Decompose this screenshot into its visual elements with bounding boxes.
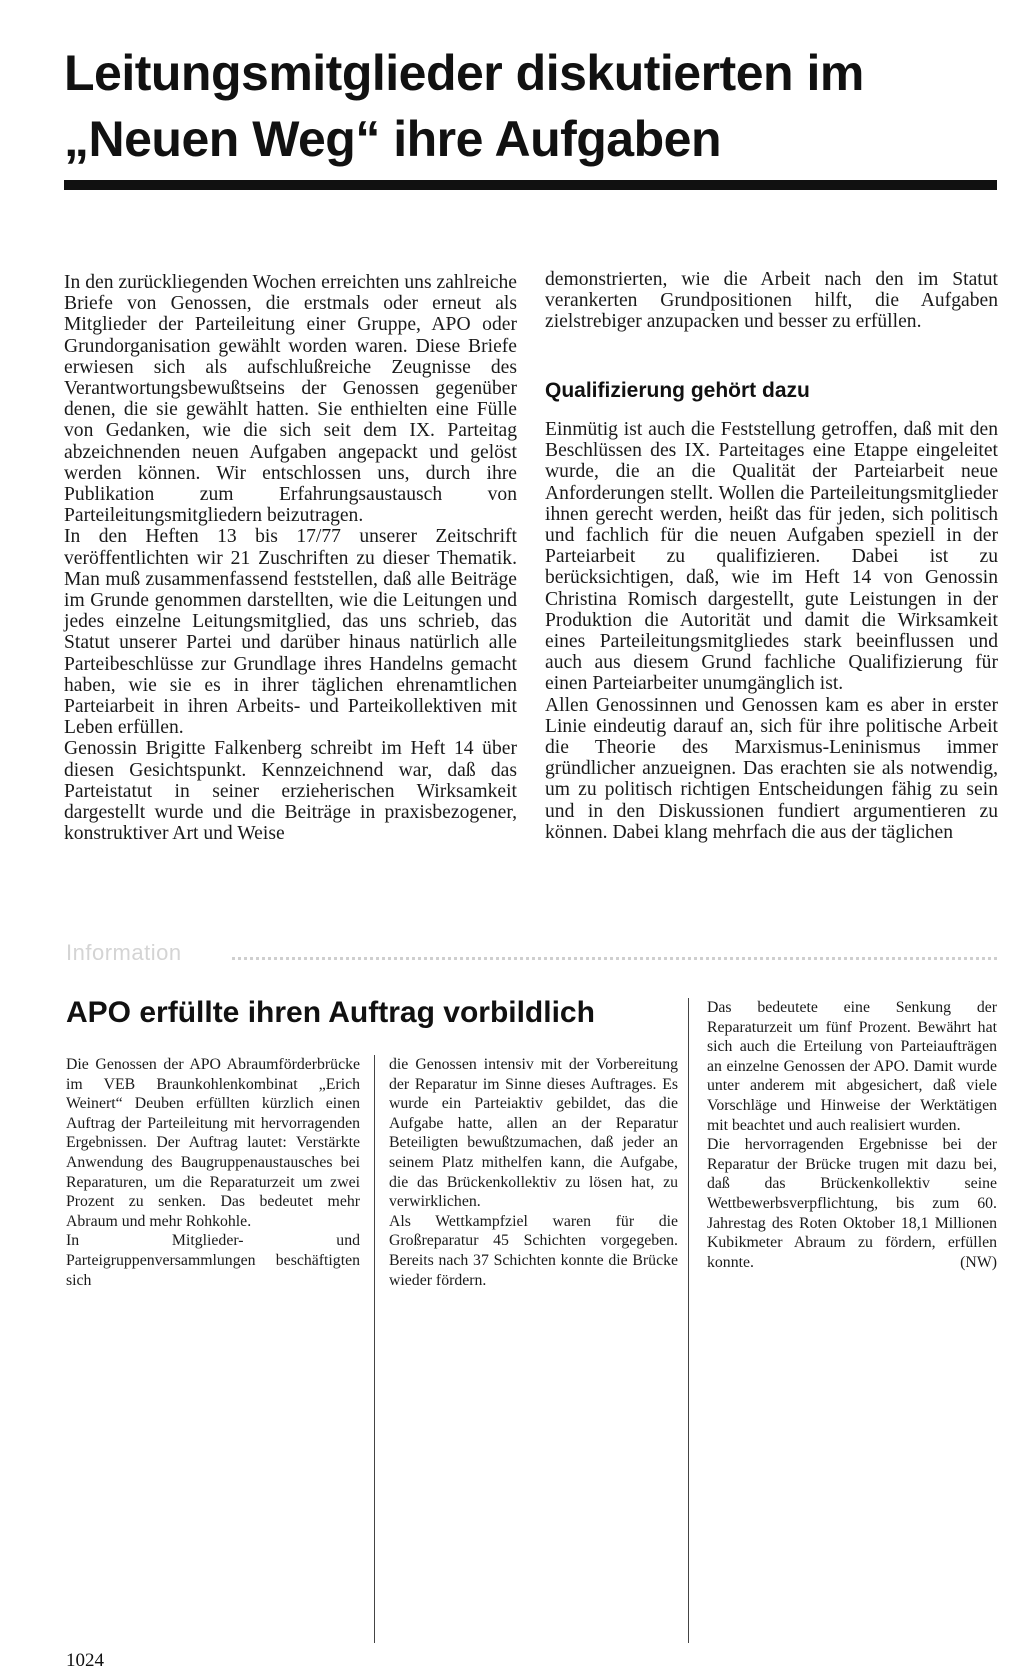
headline-rule — [64, 180, 997, 190]
article-paragraph: Einmütig ist auch die Feststellung getroffen, daß mit den Beschlüssen des IX. Parteitages eine Etappe eingeleitet wurde, die an die Qualität der Parteiarbeit neue Anforderungen stellt. Wollen die Parteileitungsmitglieder ihnen gerecht werden, heißt das für jeden, sich politisch und fachlich für die neuen Aufgaben speziell in der Parteiarbeit zu qualifizieren. Dabei ist zu berücksichtigen, daß, wie im Heft 14 von Genossin Christina Romisch dargestellt, gute Leistungen in der Produktion die Autorität und damit die Wirksamkeit eines Parteileitungsmitgliedes stark beeinflussen und auch aus diesem Grund fachliche Qualifizierung für einen Parteiarbeiter unumgänglich ist. — [545, 419, 998, 695]
article-column-right-continued — [545, 419, 998, 843]
article-headline: Leitungsmitglieder diskutierten im „Neuen Weg“ ihre Aufgaben — [64, 45, 864, 167]
info-paragraph: Als Wettkampfziel waren für die Großreparatur 45 Schichten vorgegeben. Bereits nach 37 Schichten konnte die Brücke wieder fördern. — [389, 1212, 678, 1289]
info-column-2 — [389, 1055, 678, 1290]
info-paragraph: In Mitglieder- und Parteigruppenversammlungen beschäftigten sich — [66, 1232, 360, 1289]
article-column-left — [64, 272, 517, 844]
article-subheading: Qualifizierung gehört dazu — [545, 379, 810, 402]
information-dotted-rule — [232, 957, 997, 960]
column-divider — [374, 1055, 375, 1643]
article-paragraph: In den zurückliegenden Wochen erreichten uns zahlreiche Briefe von Genossen, die erstmals oder erneut als Mitglieder der Parteileitung einer Gruppe, APO oder Grundorganisation gewählt worden waren. Diese Briefe erwiesen sich als aufschlußreiche Zeugnisse des Verantwortungsbewußtseins der Genossen gegenüber denen, die sie gewählt hatten. Sie enthielten eine Fülle von Gedanken, wie die sich seit dem IX. Parteitag abzeichnenden neuen Aufgaben angepackt und gelöst werden können. Wir entschlossen uns, durch ihre Publikation zum Erfahrungsaustausch von Parteileitungsmitgliedern beizutragen. — [64, 272, 517, 527]
page-number: 1024 — [66, 1650, 104, 1671]
info-paragraph: Das bedeutete eine Senkung der Reparaturzeit um fünf Prozent. Bewährt hat sich auch die Erteilung von Parteiaufträgen an einzelne Genossen der APO. Damit wurde unter anderem mit abgesichert, daß viele Vorschläge und Hinweise der Werktätigen mit beachtet und auch realisiert wurden. — [707, 999, 997, 1134]
column-divider — [688, 998, 689, 1643]
info-paragraph-text: Die hervorragenden Ergebnisse bei der Reparatur der Brücke trugen mit dazu bei, daß das Brückenkollektiv seine Wettbewerbsverpflichtung, bis zum 60. Jahrestag des Roten Oktober 18,1 Millionen Kubikmeter Abraum zu fördern, erfüllen konnte. — [707, 1136, 997, 1271]
article-paragraph: demonstrierten, wie die Arbeit nach den im Statut verankerten Grundpositionen hilft, die Aufgaben zielstrebiger anzupacken und besser zu erfüllen. — [545, 269, 998, 333]
info-paragraph — [707, 1135, 997, 1272]
info-paragraph: Die Genossen der APO Abraumförderbrücke im VEB Braunkohlenkombinat „Erich Weinert“ Deuben erfüllten kürzlich einen Auftrag der Parteileitung mit hervorragenden Ergebnissen. Der Auftrag lautet: Verstärkte Anwendung des Baugruppenaustausches bei Reparaturen, um die Reparaturzeit um zwei Prozent zu senken. Das bedeutet mehr Abraum und mehr Rohkohle. — [66, 1056, 360, 1230]
article-paragraph: Genossin Brigitte Falkenberg schreibt im Heft 14 über diesen Gesichtspunkt. Kennzeichnend war, daß das Parteistatut in seiner erzieherischen Wirksamkeit dargestellt wurde und die Beiträge in praxisbezogener, konstruktiver Art und Weise — [64, 738, 517, 845]
author-signature: (NW) — [960, 1253, 997, 1271]
information-label: Information — [66, 940, 182, 965]
info-paragraph: die Genossen intensiv mit der Vorbereitung der Reparatur im Sinne dieses Auftrages. Es wurde ein Parteiaktiv gebildet, das die Aufgabe hatte, allen an der Reparatur Beteiligten bewußtzumachen, daß jeder an seinem Platz mithelfen kann, die Aufgabe, die das Brückenkollektiv zu lösen hat, zu verwirklichen. — [389, 1056, 678, 1211]
article-paragraph: Allen Genossinnen und Genossen kam es aber in erster Linie eindeutig darauf an, sich für ihre politische Arbeit die Theorie des Marxismus-Leninismus immer gründlicher anzueignen. Das erachten sie als notwendig, um zu politisch richtigen Entscheidungen fähig zu sein und in den Diskussionen fundiert argumentieren zu können. Dabei klang mehrfach die aus der täglichen — [545, 694, 998, 843]
info-column-1 — [66, 1055, 360, 1290]
info-headline: APO erfüllte ihren Auftrag vorbildlich — [66, 996, 595, 1029]
article-column-right — [545, 269, 998, 333]
info-column-3 — [707, 998, 997, 1272]
article-paragraph: In den Heften 13 bis 17/77 unserer Zeitschrift veröffentlichten wir 21 Zuschriften zu dieser Thematik. Man muß zusammenfassend feststellen, daß alle Beiträge im Grunde genommen darstellten, wie die Leitungen und jedes einzelne Leitungsmitglied, das uns schrieb, das Statut unserer Partei und darüber hinaus natürlich alle Parteibeschlüsse zur Grundlage ihres Handelns gemacht haben, wie sie es in ihrer täglichen ehrenamtlichen Parteiarbeit in ihren Arbeits- und Parteikollektiven mit Leben erfüllen. — [64, 526, 517, 739]
